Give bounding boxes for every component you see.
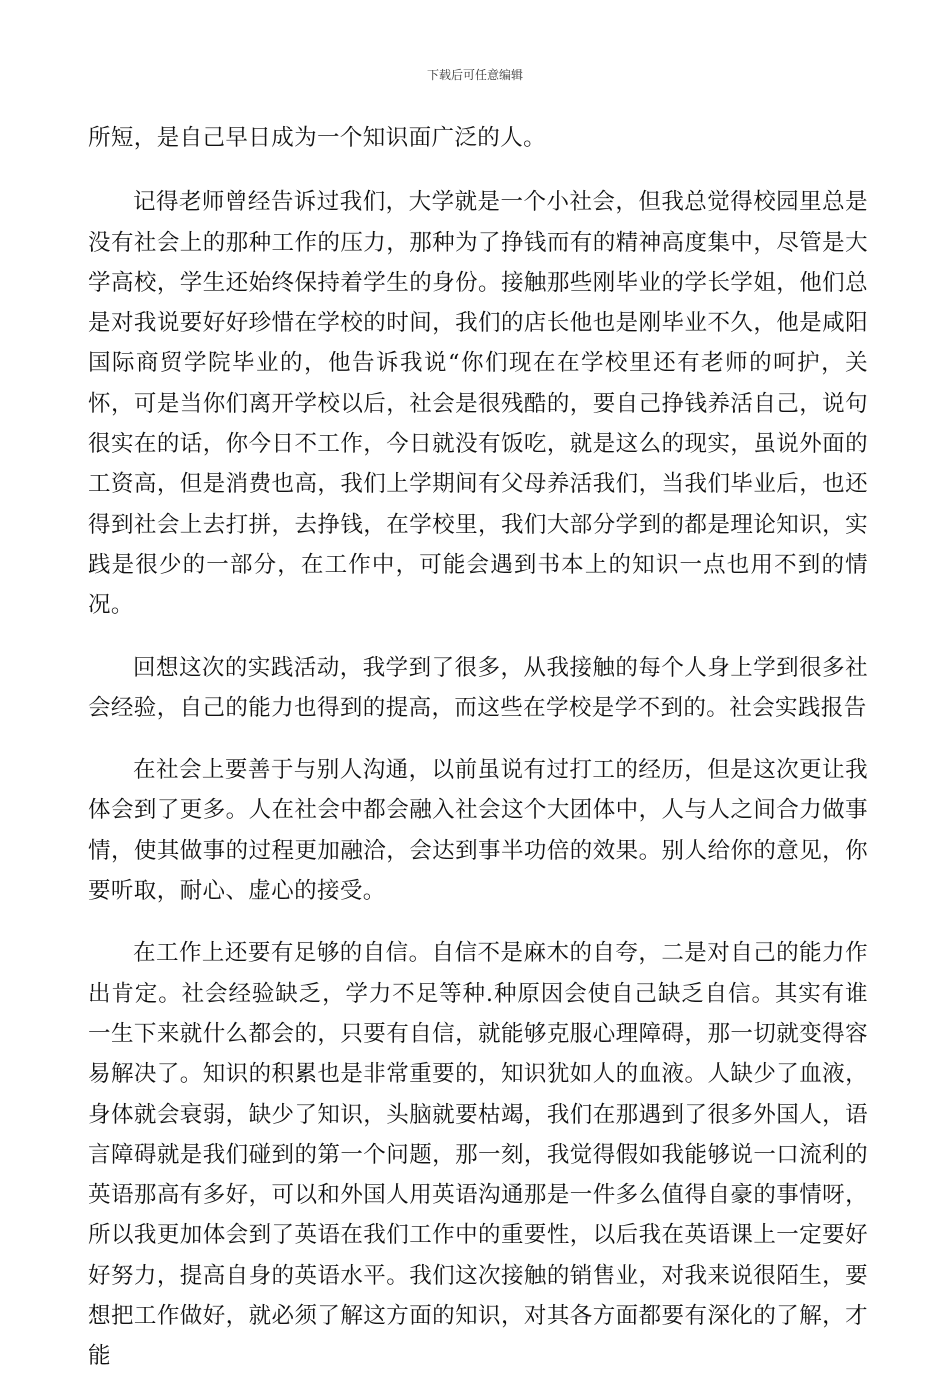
paragraph-2: 记得老师曾经告诉过我们，大学就是一个小社会，但我总觉得校园里总是没有社会上的那种工作的压力，那种为了挣钱而有的精神高度集中，尽管是大学高校，学生还始终保持着学生的身份。接触那些刚毕业的学长学姐，他们总是对我说要好好珍惜在学校的时间，我们的店长他也是刚毕业不久，他是咸阳国际商贸学院毕业的，他告诉我说“你们现在在学校里还有老师的呵护，关怀，可是当你们离开学校以后，社会是很残酷的，要自己挣钱养活自己，说句很实在的话，你今日不工作，今日就没有饭吃，就是这么的现实，虽说外面的工资高，但是消费也高，我们上学期间有父母养活我们，当我们毕业后，也还得到社会上去打拼，去挣钱，在学校里，我们大部分学到的都是理论知识，实践是很少的一部分，在工作中，可能会遇到书本上的知识一点也用不到的情况。 (88, 189, 868, 619)
paragraph-3: 回想这次的实践活动，我学到了很多，从我接触的每个人身上学到很多社会经验，自己的能力也得到的提高，而这些在学校是学不到的。社会实践报告 (88, 654, 868, 721)
paragraph-1: 所短，是自己早日成为一个知识面广泛的人。 (88, 125, 547, 151)
page-header: 下载后可任意编辑 (426, 68, 523, 82)
paragraph-4: 在社会上要善于与别人沟通，以前虽说有过打工的经历，但是这次更让我体会到了更多。人在社会中都会融入社会这个大团体中，人与人之间合力做事情，使其做事的过程更加融洽，会达到事半功倍的效果。别人给你的意见，你要听取，耐心、虚心的接受。 (88, 757, 868, 905)
document-body (88, 118, 868, 1399)
paragraph-5: 在工作上还要有足够的自信。自信不是麻木的自夸，二是对自己的能力作出肯定。社会经验缺乏，学力不足等种.种原因会使自己缺乏自信。其实有谁一生下来就什么都会的，只要有自信，就能够克服心理障碍，那一切就变得容易解决了。知识的积累也是非常重要的，知识犹如人的血液。人缺少了血液，身体就会衰弱，缺少了知识，头脑就要枯竭，我们在那遇到了很多外国人，语言障碍就是我们碰到的第一个问题，那一刻，我觉得假如我能够说一口流利的英语那高有多好，可以和外国人用英语沟通那是一件多么值得自豪的事情呀，所以我更加体会到了英语在我们工作中的重要性，以后我在英语课上一定要好好努力，提高自身的英语水平。我们这次接触的销售业，对我来说很陌生，要想把工作做好，就必须了解这方面的知识，对其各方面都要有深化的了解，才能 (88, 940, 868, 1370)
